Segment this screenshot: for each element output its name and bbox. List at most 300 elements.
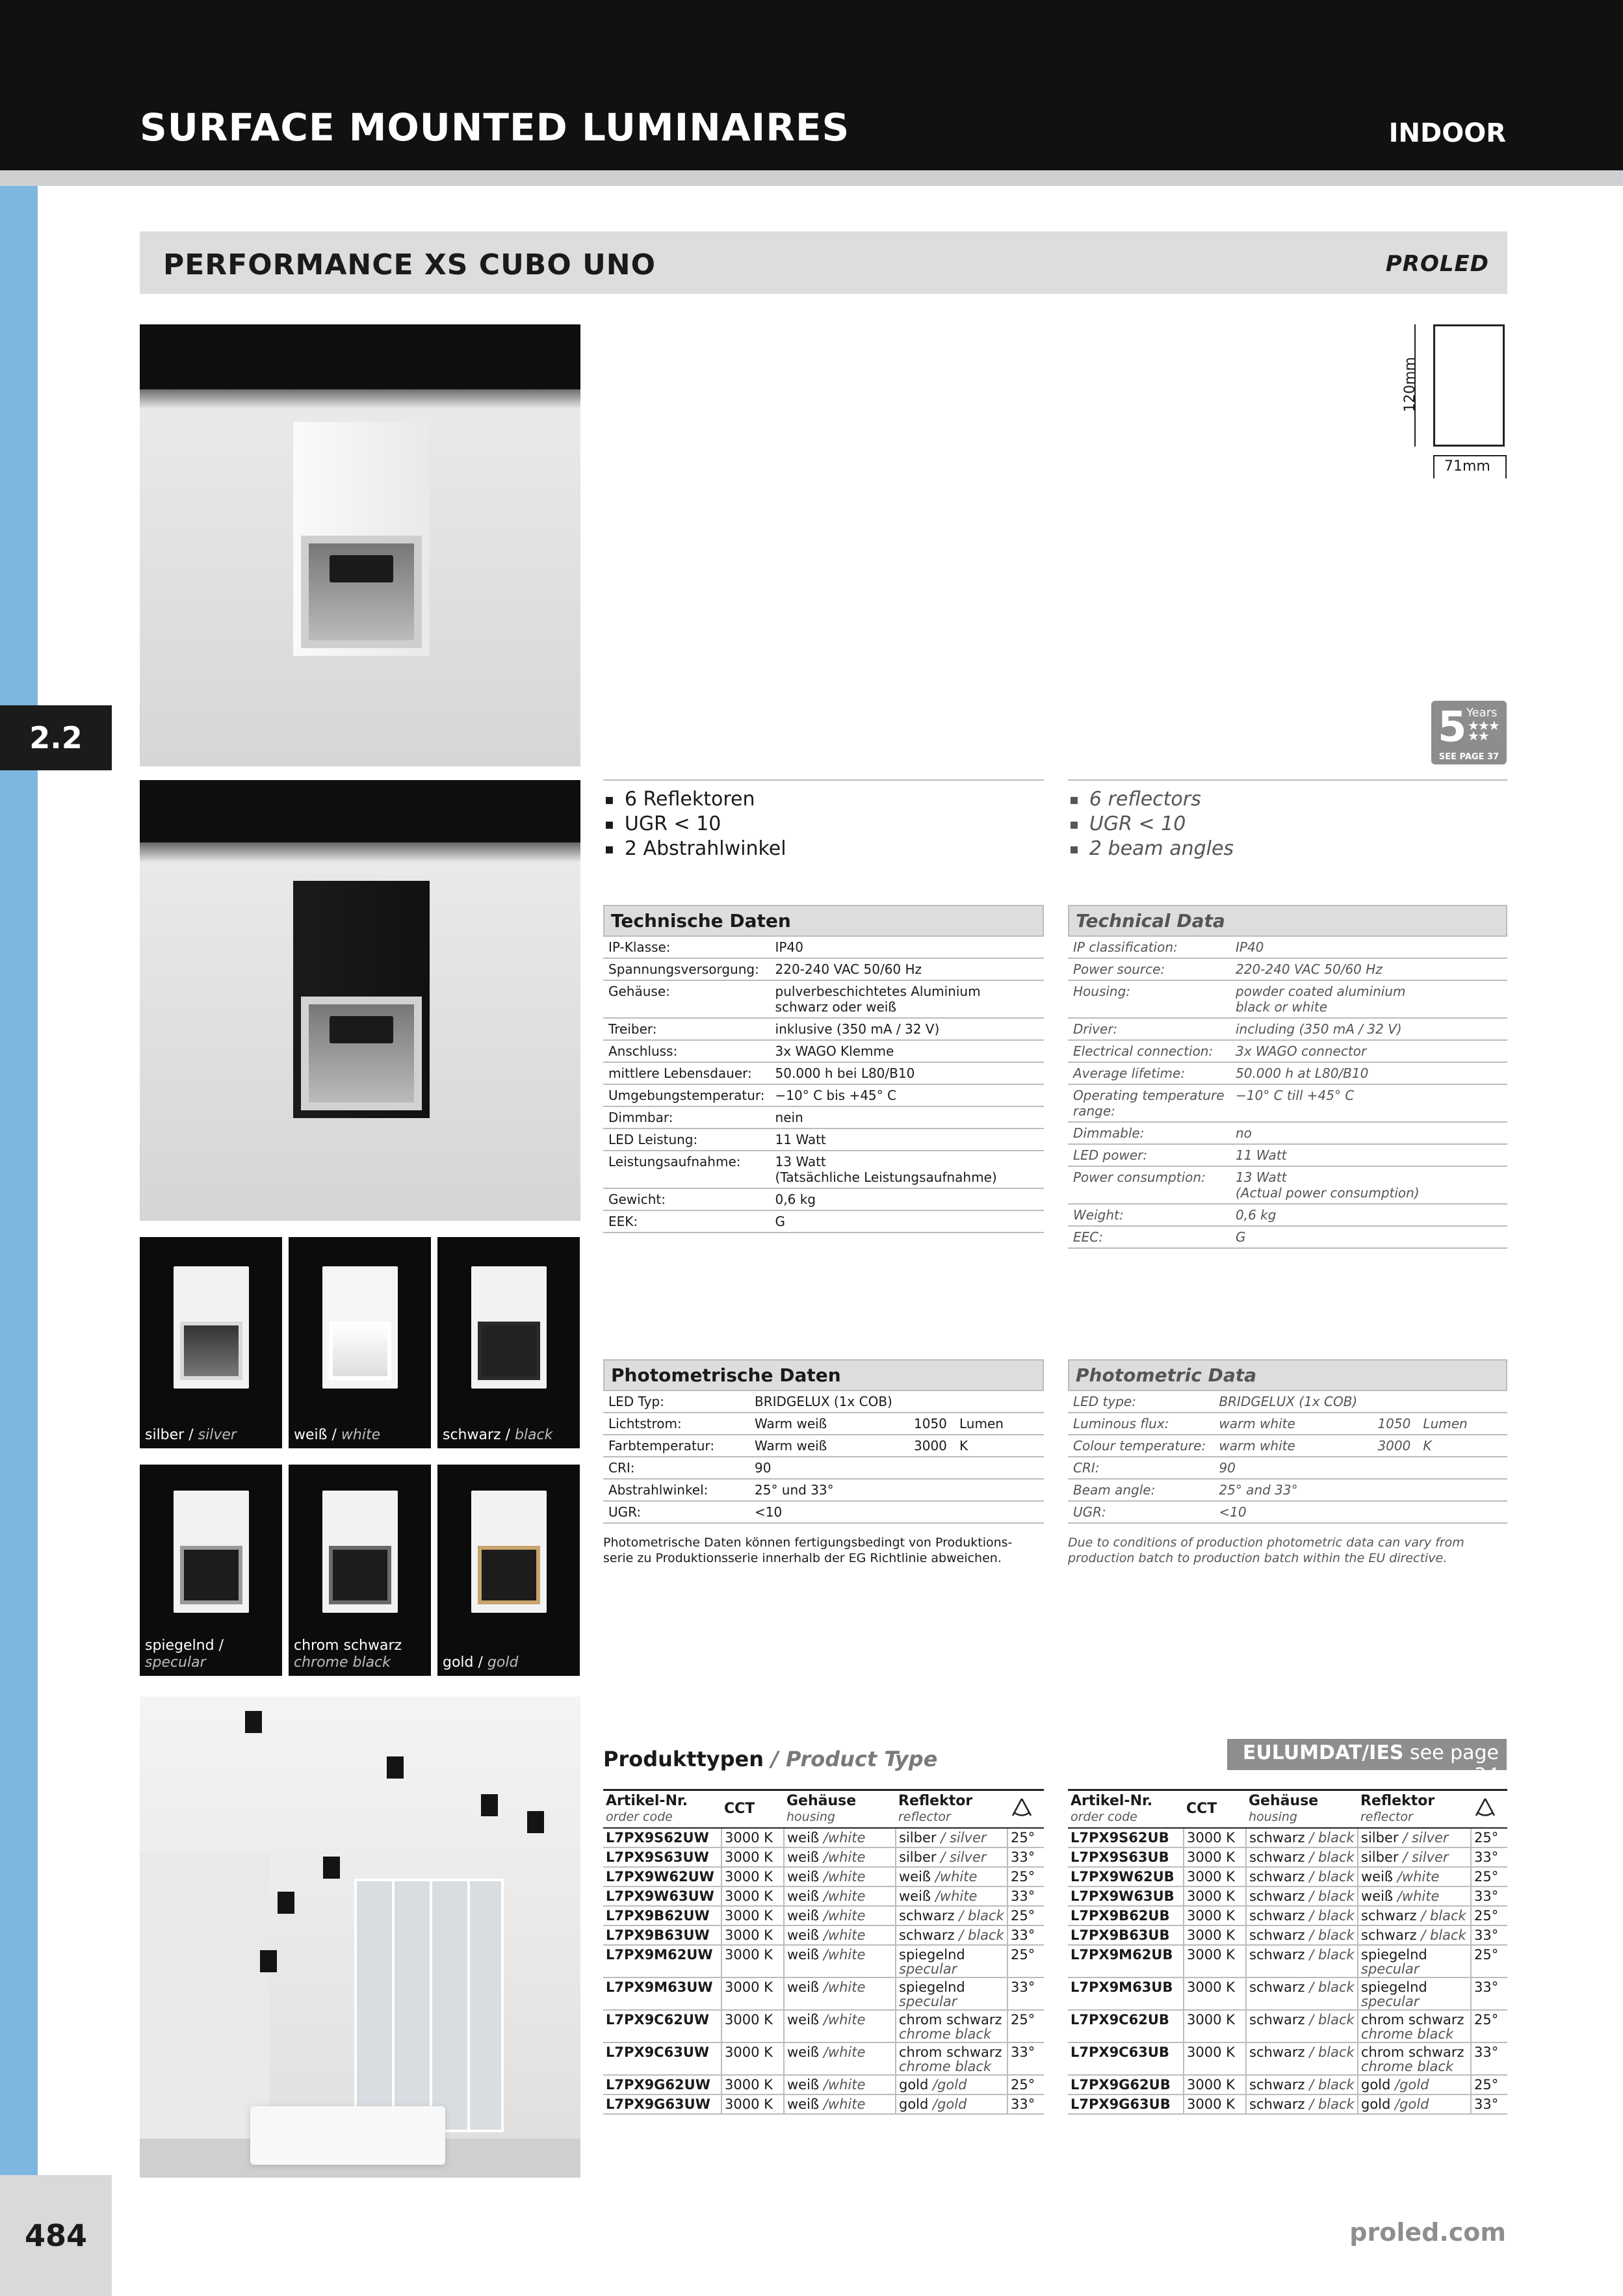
photometric-row [603,1457,1044,1479]
photometric-cell [1372,1457,1418,1479]
order-code: L7PX9M63UW [603,1977,721,2010]
photometric-cell [1418,1457,1507,1479]
photometric-row [1068,1457,1507,1479]
product-row[interactable] [1068,1977,1507,2010]
features-en: ▪ 6 reflectors ▪ UGR < 10 ▪ 2 beam angles [1069,787,1234,861]
reflector: gold /gold [896,2075,1007,2094]
spec-value: powder coated aluminium black or white [1230,980,1507,1018]
spec-row [1068,1040,1507,1062]
reflector: weiß /white [896,1867,1007,1886]
order-code: L7PX9S63UB [1068,1847,1184,1867]
spec-value: 50.000 h at L80/B10 [1230,1062,1507,1084]
product-row[interactable] [1068,2094,1507,2114]
housing: schwarz / black [1246,1828,1358,1847]
housing: schwarz / black [1246,2075,1358,2094]
beam-angle: 33° [1471,1925,1507,1945]
dimension-drawing [1433,324,1505,447]
beam-angle: 25° [1471,1867,1507,1886]
photometric-cell: Lichtstrom: [603,1413,749,1435]
variant-silver: silber / silver [140,1237,282,1448]
reflector: chrom schwarz chrome black [896,2010,1007,2042]
photometric-cell: K [1418,1435,1507,1457]
cct: 3000 K [1184,2042,1246,2075]
photometric-row [1068,1479,1507,1501]
spec-label: Driver: [1068,1018,1230,1040]
product-row[interactable] [1068,1828,1507,1847]
photometric-row [1068,1435,1507,1457]
order-code: L7PX9W63UB [1068,1886,1184,1906]
photometric-cell: 90 [749,1457,909,1479]
spec-label: EEC: [1068,1226,1230,1248]
cct: 3000 K [721,1886,784,1906]
beam-angle: 25° [1007,1945,1044,1977]
beam-angle-icon [1471,1790,1507,1829]
housing: weiß /white [784,1906,896,1925]
reflector: weiß /white [896,1886,1007,1906]
housing: schwarz / black [1246,1925,1358,1945]
spec-value: 11 Watt [770,1128,1044,1151]
photometric-cell: 25° und 33° [749,1479,909,1501]
photometric-cell: 1050 [909,1413,954,1435]
product-name: PERFORMANCE XS CUBO UNO [163,248,656,281]
photometric-cell: 90 [1214,1457,1372,1479]
housing: schwarz / black [1246,2042,1358,2075]
beam-angle: 33° [1471,2042,1507,2075]
spec-row [603,1062,1044,1084]
housing: weiß /white [784,2010,896,2042]
cct: 3000 K [721,2075,784,2094]
product-row[interactable] [1068,1925,1507,1945]
reflector: silber / silver [1358,1847,1471,1867]
cct: 3000 K [721,1828,784,1847]
beam-angle: 25° [1007,2010,1044,2042]
reflector: gold /gold [1358,2094,1471,2114]
reflector: weiß /white [1358,1867,1471,1886]
photometric-cell: UGR: [1068,1501,1214,1523]
side-color-bar [0,186,38,2175]
photometric-cell: BRIDGELUX (1x COB) [749,1390,909,1413]
technical-data-de: Technische Daten IP-Klasse: IP40 Spannungsversorgung: 220-240 VAC 50/60 Hz Gehäuse: pulverbeschichtetes Aluminium schwarz oder weiß Treiber: inklusive (350 mA / 32 V) Anschluss: 3x WAGO Klemme mittlere Lebensdauer: 50.000 h bei L80/B10 Umgebungstemperatur: −10° C bis +45° C Dimmbar: nein LED Leistung: 11 Watt Leistungsaufnahme: 13 Watt (Tatsächliche Leistungsaufnahme) Gewicht: 0,6 kg EEK: G [603,905,1044,1233]
brand-logo: PROLED [1385,251,1489,277]
room-installation-photo [140,1697,580,2178]
beam-angle: 25° [1471,2010,1507,2042]
order-code: L7PX9W62UB [1068,1867,1184,1886]
reflector: schwarz / black [896,1906,1007,1925]
cct: 3000 K [1184,1977,1246,2010]
spec-label: Spannungsversorgung: [603,958,770,980]
order-code: L7PX9S63UW [603,1847,721,1867]
section-tab: 2.2 [0,705,112,770]
spec-row [603,980,1044,1018]
photometric-row [1068,1413,1507,1435]
page-title: SURFACE MOUNTED LUMINAIRES [140,105,850,150]
order-code: L7PX9B62UW [603,1906,721,1925]
photometric-cell [954,1390,1044,1413]
beam-angle: 25° [1471,2075,1507,2094]
cct: 3000 K [721,1847,784,1867]
housing: schwarz / black [1246,1867,1358,1886]
spec-value: 50.000 h bei L80/B10 [770,1062,1044,1084]
housing: weiß /white [784,1925,896,1945]
footer-url[interactable]: proled.com [1349,2218,1506,2247]
beam-angle: 33° [1471,1886,1507,1906]
photometric-cell: CRI: [603,1457,749,1479]
spec-label: Anschluss: [603,1040,770,1062]
spec-row [1068,1122,1507,1144]
spec-row [603,958,1044,980]
spec-label: Weight: [1068,1204,1230,1226]
housing: weiß /white [784,2094,896,2114]
product-row[interactable] [603,1847,1044,1867]
category-label: INDOOR [1388,118,1506,148]
spec-value: 220-240 VAC 50/60 Hz [770,958,1044,980]
spec-label: Electrical connection: [1068,1040,1230,1062]
photometric-cell [1418,1501,1507,1523]
variant-gold: gold / gold [437,1465,580,1676]
spec-value: nein [770,1106,1044,1128]
beam-angle: 33° [1007,2042,1044,2075]
dimension-height: 120mm [1402,357,1418,412]
reflector: chrom schwarz chrome black [896,2042,1007,2075]
order-code: L7PX9M62UW [603,1945,721,1977]
order-code: L7PX9B63UB [1068,1925,1184,1945]
reflector: silber / silver [896,1828,1007,1847]
spec-value: no [1230,1122,1507,1144]
photometric-row [1068,1390,1507,1413]
cct: 3000 K [1184,1828,1246,1847]
spec-value: pulverbeschichtetes Aluminium schwarz oder weiß [770,980,1044,1018]
beam-angle: 25° [1007,1906,1044,1925]
beam-angle: 33° [1007,1886,1044,1906]
reflector: schwarz / black [896,1925,1007,1945]
spec-label: Housing: [1068,980,1230,1018]
spec-label: LED power: [1068,1144,1230,1166]
spec-label: Power source: [1068,958,1230,980]
spec-row [1068,958,1507,980]
dimension-width: 71mm [1444,458,1490,475]
cct: 3000 K [721,1925,784,1945]
reflector: chrom schwarz chrome black [1358,2010,1471,2042]
order-code: L7PX9C63UB [1068,2042,1184,2075]
spec-row [603,1040,1044,1062]
cct: 3000 K [1184,1925,1246,1945]
warranty-badge: 5 Years ★★★ ★★ SEE PAGE 37 [1431,701,1507,764]
reflector: spiegelnd specular [1358,1945,1471,1977]
reflector: spiegelnd specular [896,1977,1007,2010]
product-row[interactable] [1068,2075,1507,2094]
stars-icon: ★★★ ★★ [1468,718,1499,744]
photometric-cell: warm white [1214,1435,1372,1457]
product-row[interactable] [1068,2010,1507,2042]
photometric-row [603,1479,1044,1501]
product-photo-black [140,780,580,1221]
photometric-cell: 3000 [909,1435,954,1457]
order-code: L7PX9C62UB [1068,2010,1184,2042]
cct: 3000 K [1184,1906,1246,1925]
photometric-cell: warm white [1214,1413,1372,1435]
product-row[interactable] [1068,1867,1507,1886]
spec-row [1068,936,1507,958]
beam-angle: 33° [1471,1977,1507,2010]
beam-angle: 25° [1007,1867,1044,1886]
product-row[interactable] [603,1906,1044,1925]
product-row[interactable] [603,1886,1044,1906]
spec-row [603,1018,1044,1040]
housing: weiß /white [784,1977,896,2010]
spec-row [1068,1226,1507,1248]
photometric-cell: Abstrahlwinkel: [603,1479,749,1501]
photometric-cell [1372,1390,1418,1413]
photometric-row [603,1435,1044,1457]
order-code: L7PX9G62UB [1068,2075,1184,2094]
photometric-cell [954,1501,1044,1523]
photometric-cell [909,1390,954,1413]
cct: 3000 K [721,1906,784,1925]
order-code: L7PX9M62UB [1068,1945,1184,1977]
reflector: chrom schwarz chrome black [1358,2042,1471,2075]
reflector: silber / silver [1358,1828,1471,1847]
product-table-white: Artikel-Nr. order code CCT Gehäuse housing Reflektor reflector L7PX9S62UW 3000 K weiß /white silber / silver 25° L7PX9S63UW 3000 K weiß /white silber / silver 33° L7PX9W62UW 3000 K weiß /white weiß /white 25° L7PX9W63UW 3000 K weiß /white weiß /white 33° L7PX9B62UW 3000 K weiß /white schwarz / black 25° L7PX9B63UW 3000 K weiß /white schwarz / black 33° L7PX9M62UW 3000 K weiß /white spiegelnd specular 25° L7PX9M63UW 3000 K weiß /white spiegelnd specular 33° L7PX9C62UW 3000 K weiß /white chrom schwarz chrome black 25° L7PX9C63UW 3000 K weiß /white chrom schwarz chrome black 33° L7PX9G62UW 3000 K weiß /white gold /gold 25° L7PX9G63UW 3000 K weiß /white gold /gold 33° [603,1789,1044,2115]
spec-value: G [770,1210,1044,1233]
beam-angle: 25° [1007,2075,1044,2094]
product-row[interactable] [603,1925,1044,1945]
variant-chrome-black: chrom schwarz chrome black [289,1465,431,1676]
photometric-row [1068,1501,1507,1523]
photometric-cell [1418,1390,1507,1413]
photometric-cell: Warm weiß [749,1413,909,1435]
photometric-cell [1418,1479,1507,1501]
product-row[interactable] [603,2075,1044,2094]
reflector: spiegelnd specular [896,1945,1007,1977]
order-code: L7PX9C62UW [603,2010,721,2042]
photometric-cell: UGR: [603,1501,749,1523]
product-photo-white [140,324,580,766]
photometric-row [603,1501,1044,1523]
photometric-cell: BRIDGELUX (1x COB) [1214,1390,1372,1413]
spec-label: Power consumption: [1068,1166,1230,1204]
beam-angle: 25° [1471,1906,1507,1925]
spec-row [603,1106,1044,1128]
photometric-cell: Lumen [954,1413,1044,1435]
cct: 3000 K [721,2094,784,2114]
spec-row [603,1210,1044,1233]
header-divider [0,170,1623,186]
order-code: L7PX9S62UB [1068,1828,1184,1847]
spec-row [1068,1166,1507,1204]
product-row[interactable] [603,2042,1044,2075]
photometric-cell [954,1479,1044,1501]
photometric-row [603,1390,1044,1413]
reflector: spiegelnd specular [1358,1977,1471,2010]
spec-value: −10° C till +45° C [1230,1084,1507,1122]
product-row[interactable] [1068,1886,1507,1906]
spec-label: Gewicht: [603,1188,770,1210]
spec-label: IP-Klasse: [603,936,770,958]
order-code: L7PX9C63UW [603,2042,721,2075]
order-code: L7PX9G63UB [1068,2094,1184,2114]
photometric-cell: CRI: [1068,1457,1214,1479]
variant-specular: spiegelnd / specular [140,1465,282,1676]
beam-angle: 33° [1471,2094,1507,2114]
spec-label: Dimmable: [1068,1122,1230,1144]
photometric-cell: <10 [1214,1501,1372,1523]
product-row[interactable] [603,1945,1044,1977]
spec-label: Operating temperature range: [1068,1084,1230,1122]
reflector: gold /gold [1358,2075,1471,2094]
photometric-cell [909,1457,954,1479]
order-code: L7PX9W62UW [603,1867,721,1886]
spec-value: including (350 mA / 32 V) [1230,1018,1507,1040]
product-row[interactable] [603,1867,1044,1886]
cct: 3000 K [1184,1945,1246,1977]
spec-label: LED Leistung: [603,1128,770,1151]
housing: weiß /white [784,1945,896,1977]
photometric-data-en: Photometric Data LED type: BRIDGELUX (1x COB) Luminous flux: warm white 1050 Lumen Colour temperature: warm white 3000 K CRI: 90 Beam angle: 25° and 33° UGR: <10 [1068,1359,1507,1524]
housing: schwarz / black [1246,2094,1358,2114]
product-row[interactable] [1068,1945,1507,1977]
beam-angle-icon [1007,1790,1044,1829]
product-row[interactable] [603,1828,1044,1847]
spec-value: 11 Watt [1230,1144,1507,1166]
order-code: L7PX9G62UW [603,2075,721,2094]
housing: schwarz / black [1246,2010,1358,2042]
page-header [0,0,1623,170]
spec-row [1068,1018,1507,1040]
reflector: weiß /white [1358,1886,1471,1906]
cct: 3000 K [721,1945,784,1977]
photometric-cell: Warm weiß [749,1435,909,1457]
spec-value: G [1230,1226,1507,1248]
photometric-note-de: Photometrische Daten können fertigungsbedingt von Produktions- serie zu Produktionsserie innerhalb der EG Richtlinie abweichen. [603,1535,1013,1565]
photometric-cell [954,1457,1044,1479]
photometric-cell: Lumen [1418,1413,1507,1435]
housing: weiß /white [784,1847,896,1867]
photometric-cell [909,1501,954,1523]
spec-value: 3x WAGO Klemme [770,1040,1044,1062]
product-type-heading: Produkttypen / Product Type [603,1747,938,1771]
photometric-cell: 1050 [1372,1413,1418,1435]
beam-angle: 25° [1471,1828,1507,1847]
housing: schwarz / black [1246,1847,1358,1867]
variant-black: schwarz / black [437,1237,580,1448]
spec-row [603,1128,1044,1151]
photometric-cell: Luminous flux: [1068,1413,1214,1435]
housing: weiß /white [784,2075,896,2094]
spec-value: 13 Watt (Actual power consumption) [1230,1166,1507,1204]
cct: 3000 K [1184,2075,1246,2094]
product-table-black: Artikel-Nr. order code CCT Gehäuse housing Reflektor reflector L7PX9S62UB 3000 K schwarz / black silber / silver 25° L7PX9S63UB 3000 K schwarz / black silber / silver 33° L7PX9W62UB 3000 K schwarz / black weiß /white 25° L7PX9W63UB 3000 K schwarz / black weiß /white 33° L7PX9B62UB 3000 K schwarz / black schwarz / black 25° L7PX9B63UB 3000 K schwarz / black schwarz / black 33° L7PX9M62UB 3000 K schwarz / black spiegelnd specular 25° L7PX9M63UB 3000 K schwarz / black spiegelnd specular 33° L7PX9C62UB 3000 K schwarz / black chrom schwarz chrome black 25° L7PX9C63UB 3000 K schwarz / black chrom schwarz chrome black 33° L7PX9G62UB 3000 K schwarz / black gold /gold 25° L7PX9G63UB 3000 K schwarz / black gold /gold 33° [1068,1789,1507,2115]
product-row[interactable] [603,1977,1044,2010]
housing: weiß /white [784,1867,896,1886]
reflector: schwarz / black [1358,1925,1471,1945]
spec-label: mittlere Lebensdauer: [603,1062,770,1084]
reflector: gold /gold [896,2094,1007,2114]
spec-value: −10° C bis +45° C [770,1084,1044,1106]
variant-white: weiß / white [289,1237,431,1448]
spec-label: Gehäuse: [603,980,770,1018]
housing: schwarz / black [1246,1886,1358,1906]
page-number: 484 [0,2175,112,2296]
beam-angle: 33° [1007,2094,1044,2114]
photometric-cell [909,1479,954,1501]
spec-row [603,1151,1044,1188]
photometric-cell: LED type: [1068,1390,1214,1413]
photometric-row [603,1413,1044,1435]
order-code: L7PX9W63UW [603,1886,721,1906]
beam-angle: 25° [1007,1828,1044,1847]
spec-value: 3x WAGO connector [1230,1040,1507,1062]
reflector: silber / silver [896,1847,1007,1867]
cct: 3000 K [1184,1847,1246,1867]
spec-value: inklusive (350 mA / 32 V) [770,1018,1044,1040]
spec-row [1068,1062,1507,1084]
spec-value: 0,6 kg [1230,1204,1507,1226]
photometric-cell: LED Typ: [603,1390,749,1413]
photometric-cell: 3000 [1372,1435,1418,1457]
spec-row [603,936,1044,958]
spec-row [1068,1144,1507,1166]
order-code: L7PX9M63UB [1068,1977,1184,2010]
housing: schwarz / black [1246,1945,1358,1977]
spec-value: 13 Watt (Tatsächliche Leistungsaufnahme) [770,1151,1044,1188]
spec-label: Umgebungstemperatur: [603,1084,770,1106]
cct: 3000 K [721,1867,784,1886]
spec-row [603,1188,1044,1210]
spec-label: IP classification: [1068,936,1230,958]
product-row[interactable] [603,2094,1044,2114]
photometric-data-de: Photometrische Daten LED Typ: BRIDGELUX (1x COB) Lichtstrom: Warm weiß 1050 Lumen Farbtemperatur: Warm weiß 3000 K CRI: 90 Abstrahlwinkel: 25° und 33° UGR: <10 [603,1359,1044,1524]
order-code: L7PX9S62UW [603,1828,721,1847]
housing: weiß /white [784,1886,896,1906]
photometric-cell: Colour temperature: [1068,1435,1214,1457]
product-row[interactable] [1068,2042,1507,2075]
housing: weiß /white [784,2042,896,2075]
beam-angle: 33° [1471,1847,1507,1867]
photometric-cell: 25° and 33° [1214,1479,1372,1501]
order-code: L7PX9G63UW [603,2094,721,2114]
photometric-cell: Beam angle: [1068,1479,1214,1501]
product-row[interactable] [1068,1906,1507,1925]
cct: 3000 K [1184,1886,1246,1906]
spec-row [1068,980,1507,1018]
features-de: ▪ 6 Reflektoren ▪ UGR < 10 ▪ 2 Abstrahlwinkel [604,787,786,861]
spec-label: Leistungsaufnahme: [603,1151,770,1188]
spec-label: Dimmbar: [603,1106,770,1128]
beam-angle: 33° [1007,1925,1044,1945]
spec-value: IP40 [770,936,1044,958]
cct: 3000 K [1184,1867,1246,1886]
spec-row [603,1084,1044,1106]
photometric-cell [1372,1479,1418,1501]
eulumdat-link[interactable]: EULUMDAT/IES see page 34 [1227,1739,1507,1770]
beam-angle: 25° [1471,1945,1507,1977]
beam-angle: 33° [1007,1847,1044,1867]
photometric-cell [1372,1501,1418,1523]
housing: weiß /white [784,1828,896,1847]
cct: 3000 K [721,2042,784,2075]
spec-value: 0,6 kg [770,1188,1044,1210]
product-row[interactable] [603,2010,1044,2042]
order-code: L7PX9B63UW [603,1925,721,1945]
technical-data-en: Technical Data IP classification: IP40 Power source: 220-240 VAC 50/60 Hz Housing: powder coated aluminium black or white Driver: including (350 mA / 32 V) Electrical connection: 3x WAGO connector Average lifetime: 50.000 h at L80/B10 Operating temperature range: −10° C till +45° C Dimmable: no LED power: 11 Watt Power consumption: 13 Watt (Actual power consumption) Weight: 0,6 kg EEC: G [1068,905,1507,1249]
cct: 3000 K [1184,2094,1246,2114]
photometric-cell: K [954,1435,1044,1457]
photometric-cell: Farbtemperatur: [603,1435,749,1457]
housing: schwarz / black [1246,1977,1358,2010]
product-row[interactable] [1068,1847,1507,1867]
spec-value: 220-240 VAC 50/60 Hz [1230,958,1507,980]
spec-label: Treiber: [603,1018,770,1040]
